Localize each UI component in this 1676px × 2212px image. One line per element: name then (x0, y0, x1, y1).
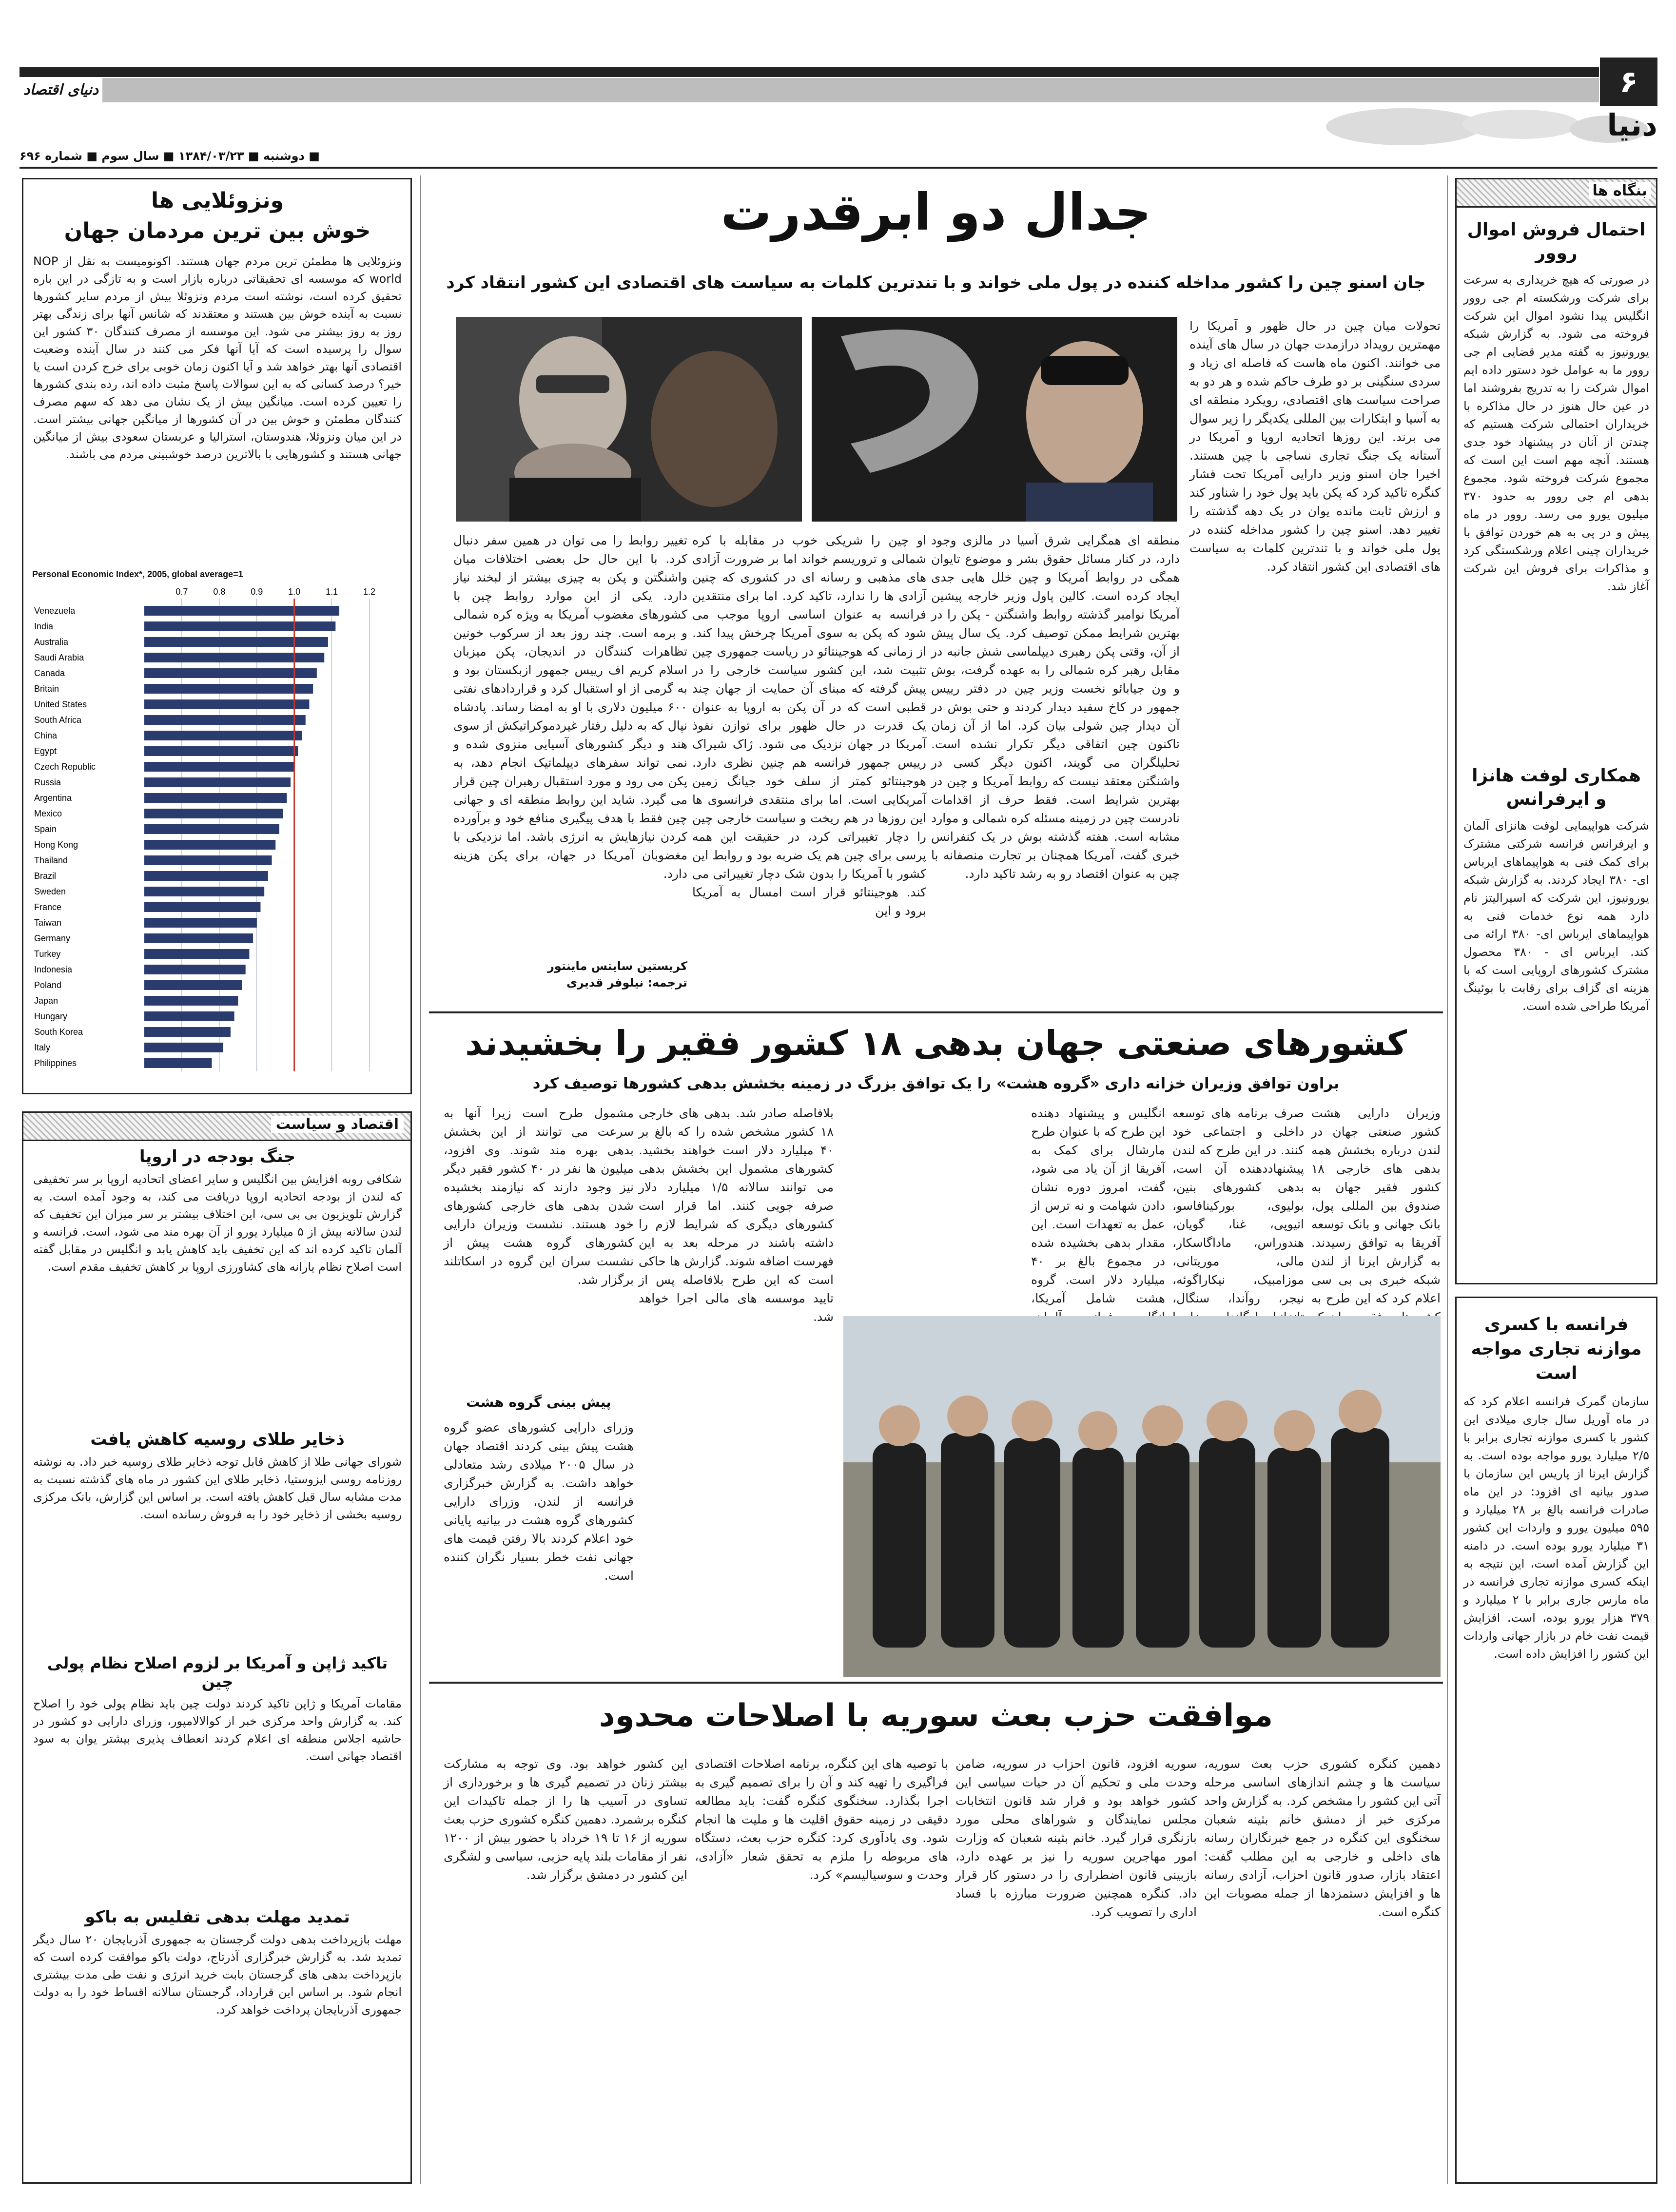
brief-4-body: مهلت بازپرداخت بدهی دولت گرجستان به جمهوری آذربایجان ۲۰ سال دیگر تمدید شد. به گزارش خبرگزاری آذرتاج، دولت باکو موافقت کرده است که بازپرداخت بدهی های گرجستان بابت خرید انرژی و نفت طی مدت بیشتری انجام شود. بر اساس این قرارداد، گرجستان سالانه اقساط خود را به دولت جمهوری آذربایجان پرداخت خواهد کرد. (33, 1933, 402, 2017)
g8-leaders-photo-art (843, 1316, 1441, 1677)
france-item (1463, 1313, 1649, 2175)
chart-bar (144, 887, 264, 896)
chart-tick-label: 0.9 (251, 587, 263, 597)
france-item-title: فرانسه با کسری موازنه تجاری مواجه است (1471, 1315, 1642, 1383)
divider-left-sidebar (420, 175, 421, 2184)
divider-right-sidebar (1447, 175, 1448, 2184)
chart-bar (144, 699, 309, 709)
chart-category-label: Spain (34, 824, 57, 834)
article1-subtitle: جان اسنو چین را کشور مداخله کننده در پول ملی خواند و با تندترین کلمات به سیاست های اقتصادی این کشور انتقاد کرد (446, 273, 1426, 292)
business-item-2 (1463, 764, 1649, 1276)
chart-tick-label: 1.0 (288, 587, 301, 597)
chart-area (32, 569, 403, 1086)
chart-bar (144, 809, 283, 818)
chart-category-label: Canada (34, 668, 65, 678)
chart-bar (144, 762, 294, 772)
chart-bar (144, 980, 242, 990)
venezuela-box (22, 178, 412, 1094)
greenspan-photo (456, 317, 802, 522)
chart-tick-label: 1.1 (326, 587, 338, 597)
chart-category-label: Hungary (34, 1011, 68, 1021)
business-header: بنگاه ها (1589, 182, 1651, 199)
chart-bar (144, 1043, 223, 1052)
article1-byline-author: کریستین سایتس ماینتور (547, 959, 687, 973)
g8-leaders-photo (843, 1316, 1441, 1677)
article1-col-4: تغییر روابط را می توان در همین سفر دنبال کرد. با این حال حل بعضی اختلافات میان واشنگتن و پکن به چیزی بیشتر از لبخند نیاز دارد. یکی از این موارد روابط چین با کشورهای مغضوب آمریکا به ویژه کره شمالی و برمه است. چند روز بعد از سرکوب خونین تظاهرات کنندگان در اندیجان، پکن میزبان اسلام کریم اف رییس جمهور ازبکستان بود و به گرمی از او استقبال کرد و قراردادهای نفتی ۶۰۰ میلیون دلاری با او به امضا رساند. پادشاه نپال که به دلیل رفتار غیردموکراتیکش از سوی هند و دیگر کشورهای آسیایی منزوی شده و نمی تواند سفرهای دیپلماتیک انجام دهد، به پکن می رود و مورد استقبال رهبران چین قرار می گیرد. شاید این روابط منطقه ای و جهانی چین فقط با هدف پیگیری منافع خود و برآورده کردن نیازهایش به انرژی باشد. اما نزدیکی با مغضوبان آمریکا در جهان، برای پکن هزینه دارد. (453, 533, 687, 881)
brief-1 (33, 1147, 402, 1420)
chart-bar (144, 746, 298, 756)
top-rule (19, 67, 1599, 77)
chart-bar (144, 668, 317, 678)
section-title-text: دنیا (1607, 107, 1657, 143)
chart-bar (144, 1011, 234, 1021)
article2-bottom-rule (429, 1682, 1443, 1684)
chart-bar (144, 840, 275, 850)
brief-3-title: تاکید ژاپن و آمریکا بر لزوم اصلاح نظام پولی چین (47, 1654, 388, 1691)
article2-col-3: انگلیس و پیشنهاد دهنده این طرح که با عنوان طرح مارشال برای کمک به آفریقا از آن یاد می شود، گفت، امروز دوره نشان دادن شهامت و نه ترس از عمل به تعهدات است. این مقدار بدهی بخشیده شده در مجموع بالغ بر ۴۰ میلیارد دلار است. گروه هشت شامل آمریکا، (1031, 1106, 1165, 1305)
article2-col-4: بلافاصله صادر شد. بدهی های خارجی ۱۸ کشور مشخص شده را که بالغ بر ۴۰ میلیارد دلار است خواهند بخشید. کشورهای مشمول این بخشش بدهی می توانند سالانه ۱/۵ میلیارد دلار صرفه جویی کنند. اما قرار است کشورهای دیگری که شرایط لازم را داشته باشند در مرحله بعد به این فهرست اضافه شوند. گزارش ها حاکی است که این طرح بلافاصله پس از تایید موسسه های مالی اجرا خواهد شد. (639, 1106, 834, 1324)
business-box (1455, 178, 1657, 1284)
chart-category-label: Venezuela (34, 606, 76, 616)
logo-text: دنیای اقتصاد (23, 81, 99, 98)
chart-bar (144, 933, 253, 943)
chart-bar (144, 715, 306, 725)
top-rule-light (102, 78, 1599, 102)
venezuela-title: خوش بین ترین مردمان جهان (64, 218, 371, 243)
chart-title: Personal Economic Index*, 2005, global average=1 (32, 569, 243, 579)
article1-lead: تحولات میان چین در حال ظهور و آمریکا را مهمترین رویداد درازمدت جهان در سال های آینده می خوانند. اکنون ماه هاست که فاصله ای زیاد و سردی سنگینی بر دو طرف حاکم شده و هر دو به صراحت سیاست های اقتصادی، رویکرد منطقه ای به آسیا و ابتکارات بین المللی یکدیگر را زیر سوال می برند. این روزها اتحادیه اروپا و آمریکا در آستانه یک جنگ تجاری نساجی با چین هستند. اخیرا جان اسنو وزیر دارایی آمریکا تحت فشار کنگره تاکید کرد که پکن باید پول خود را شناور کند و ارزش ثابت مانده یوان در یک دهه گذشته را تغییر دهد. اسنو چین را کشور مداخله کننده در پول ملی خواند و با تندترین کلمات به سیاست های اقتصادی این کشور انتقاد کرد. (1189, 319, 1441, 574)
dateline-text: ■ دوشنبه ■ ۱۳۸۴/۰۳/۲۳ ■ سال سوم ■ شماره ۶۹۶ (19, 149, 320, 163)
chart-category-label: Taiwan (34, 918, 62, 928)
chart-category-label: Germany (34, 933, 71, 943)
brief-4-title: تمدید مهلت بدهی تفلیس به باکو (85, 1907, 350, 1927)
chart-tick-label: 0.7 (175, 587, 188, 597)
chart-bar (144, 637, 328, 647)
news-briefs-header-bar (23, 1113, 410, 1141)
article3-title: موافقت حزب بعث سوریه با اصلاحات محدود (599, 1698, 1273, 1734)
chart-category-label: Japan (34, 996, 58, 1006)
chart-category-label: United States (34, 699, 87, 709)
brief-4 (33, 1907, 402, 2175)
chart-bar (144, 855, 272, 865)
business-item-1-title: احتمال فروش اموال روور (1467, 220, 1646, 263)
chart-bar (144, 777, 291, 787)
chart-category-label: South Korea (34, 1027, 83, 1037)
chart-category-label: Brazil (34, 871, 57, 881)
chart-category-label: Thailand (34, 855, 68, 865)
page-number-box (1600, 58, 1657, 106)
china-official-photo (812, 317, 1177, 522)
chart-bar (144, 824, 279, 834)
chart-bar (144, 684, 313, 694)
news-briefs-header: اقتصاد و سیاست (271, 1116, 404, 1133)
chart-bar (144, 965, 246, 974)
news-briefs-box (22, 1111, 412, 2184)
brief-1-body: شکافی روبه افزایش بین انگلیس و سایر اعضای اتحادیه اروپا بر سر تخفیفی که لندن از بودجه اتحادیه اروپا دریافت می کند، به وجود آمده است. به گزارش تلویزیون بی بی سی، این اختلاف بیشتر بر سر میزان این تخفیف که لندن سالانه بیش از ۵ میلیارد یورو از آن بهره مند می شود، است. فرانسه و آلمان تاکید کرده اند که این تخفیف باید کاهش یابد و انگلیس در مقابل گفته است اصلاح نظام یارانه های کشاورزی اروپا بر کاهش تخفیف مقدم است. (33, 1172, 402, 1274)
chart-tick-label: 1.2 (363, 587, 376, 597)
chart-category-label: Philippines (34, 1058, 77, 1068)
venezuela-body: ونزوئلایی ها مطمئن ترین مردم جهان هستند. اکونومیست به نقل از NOP world که موسسه ای تحقیقاتی درباره بازار است و به تازگی در این باره تحقیق کرده است، نوشته است مردم ونزوئلا بیش از مردم سایر کشورها نسبت به آینده خوش بین هستند و معتقدند که شانس آنها برای زندگی بهتر روز به روز بیشتر می شود. این موسسه از مصرف کنندگان ۳۰ کشور این سوال را پرسیده است که آیا آنها فکر می کنند در سال آینده وضعیت اقتصادی آنها بهتر خواهد شد و آیا اکنون زمان خوبی برای خرج کردن است یا خیر؟ درصد کسانی که به این سوالات پاسخ مثبت داده اند، رده بندی کشورها را تعیین کرده است. میانگین بیش از یک نشان می دهد که سهم مصرف کنندگان مطمئن و خوش بین در آن کشورها از میانگین جهانی بیشتر است. در این میان ونزوئلا، هندوستان، استرالیا و عربستان سعودی بیش از میانگین جهانی هستند و کشورهایی با بالاترین درصد خوشبینی مردم می باشند. (33, 254, 402, 461)
chart-bar (144, 902, 260, 912)
brief-2-body: شورای جهانی طلا از کاهش قابل توجه ذخایر طلای روسیه خبر داد. به نوشته روزنامه روسی ایزوستیا، ذخایر طلای این کشور در ماه های گذشته نسبت به مدت مشابه سال قبل کاهش یافته است. بر اساس این گزارش، بانک مرکزی روسیه بخشی از ذخایر خود را به فروش رسانده است. (33, 1455, 402, 1521)
article1-byline-translator: ترجمه: نیلوفر قدیری (566, 976, 687, 990)
article3-col-3: با توصیه های این کنگره، برنامه اصلاحات اقتصادی فراگیری را تهیه کند و آن را برای تصمیم گیری به اجرا بگذارد. سخنگوی کنگره گفت: باید مطالعه دقیقی در زمینه حقوق اقلیت ها و ملیت ها انجام شود. وی یادآوری کرد: کنگره حزب بعث، دستگاه های مربوطه را ملزم به تحقق شعار «آزادی، وحدت و سوسیالیسم» کرد. (695, 1757, 948, 1882)
chart-category-label: France (34, 902, 62, 912)
article1-col-3: او چین را شریکی خوب در مقابله با کره شمالی و تروریسم خواند اما بر ضرورت آزادی های مذهبی و رسانه ای در کشوری که چنین آزادی ها را ندارد، تاکید کرد. اما برای منتقدین فرانسه به عنوان اساسی اروپا موجب می شود که پکن به سوی آمریکا چرخش پیدا کند. از زمانی که هوجینتائو در ریاست جمهوری چین تثبیت شد، این کشور سیاست خارجی را در پیش گرفته که مبنای آن حمایت از جهان چند قطبی است که در آن پکن به اروپا به عنوان یک قدرت در حال ظهور برای توازن نفوذ آمریکا در جهان نزدیک می شود. ژاک شیراک رییس جمهور فرانسه هم چنین نظری دارد. هوجینتائو کمتر از سلف خود جیانگ زمین آمریکایی است. اما برای منتقدی فرانسوی ها این روزها در هم ریخت و سیاست خارجی چین را دچار تغییراتی کرد، در حقیقت این همه پرسی برای چین هم یک ضربه بود و روابط این کشور با آمریکا را بدون شک دچار تغییراتی می کند. هوجینتائو قرار است امسال به آمریکا برود و این (692, 533, 926, 918)
article1-bottom-rule (429, 1011, 1443, 1013)
business-item-1-body: در صورتی که هیچ خریداری به سرعت برای شرکت ورشکسته ام جی روور انگلیس پیدا نشود اموال این شرکت فروخته می شود. به گزارش شبکه یورونیوز به گفته مدیر قضایی ام جی روور ما به عوامل خود دستور داده ایم اموال شرکت را به تدریج بفروشند اما در عین حال هنوز در حال مذاکره با خریداران احتمالی شرکت هستیم که چندتن از آنان در پیشنهاد خود جدی هستند. آنچه مهم است این است که مجموع شرکت فروخته شود. مجموع بدهی ام جی روور به حدود ۳۷۰ میلیون یورو می رسد. روور در ماه پیش و در پی به هم خوردن توافق با خریداران چینی اعلام ورشکستگی کرد و مذاکرات برای فروش این شرکت آغاز شد. (1463, 273, 1649, 593)
article2-col-2: صرف برنامه های توسعه داخلی و اجتماعی خود کنند. در این طرح که لندن پیشنهاددهنده آن است، بدهی کشورهای بنین، بولیوی، بورکینافاسو، اتیوپی، غنا، گویان، هندوراس، ماداگاسکار، مالی، موریتانی، موزامبیک، نیکاراگوئه، نیجر، روآندا، سنگال، (1172, 1106, 1304, 1305)
article3-col-2: سوریه افزود، قانون احزاب در سوریه، ضامن وحدت ملی و تحکیم آن در حیات سیاسی این کشور خواهد بود و قرار شد قانون انتخابات مجلس نمایندگان و شوراهای محلی مورد بازنگری قرار گیرد. خانم بثینه شعبان که وزارت امور مهاجرین سوریه را نیز بر عهده دارد، بازبینی قانون اضطراری را در دستور کار قرار داد. کنگره همچنین ضرورت مبارزه با فساد اداری را تصویب کرد. (955, 1757, 1197, 1919)
chart-category-label: Czech Republic (34, 762, 96, 772)
chart-category-label: Australia (34, 637, 69, 647)
article2-col-end: وزرای دارایی کشورهای عضو گروه هشت پیش بینی کردند اقتصاد جهان در سال ۲۰۰۵ میلادی رشد متعادلی خواهد داشت. به گزارش خبرگزاری فرانسه از لندن، وزرای دارایی کشورهای گروه هشت در بیانیه پایانی خود اعلام کردند بالا رفتن قیمت های جهانی نفت خطر بسیار نگران کننده است. (444, 1420, 634, 1583)
greenspan-photo-art (456, 317, 802, 522)
article2-title: کشورهای صنعتی جهان بدهی ۱۸ کشور فقیر را بخشیدند (465, 1023, 1407, 1063)
chart-category-label: Russia (34, 777, 61, 787)
chart-category-label: India (34, 621, 54, 631)
brief-3-body: مقامات آمریکا و ژاپن تاکید کردند دولت چین باید نظام پولی خود را اصلاح کند. به گزارش واحد مرکزی خبر از کوالالامپور، وزرای دارایی دو کشور در حاشیه اجلاس منطقه ای اعلام کردند انعطاف پذیری بیشتر یوان به سود اقتصاد جهانی است. (33, 1697, 402, 1763)
chart-bar (144, 871, 268, 881)
chart-category-label: Poland (34, 980, 62, 990)
chart-bar (144, 996, 238, 1006)
chart-tick-label: 0.8 (213, 587, 226, 597)
brief-2 (33, 1430, 402, 1644)
article3-col-1: دهمین کنگره کشوری حزب بعث سوریه، سیاست ها و چشم اندازهای اساسی مرحله آتی این کشور را مشخص کرد. به گزارش واحد مرکزی خبر از دمشق خانم بثینه شعبان سخنگوی این کنگره در جمع خبرنگاران رسانه های داخلی و خارجی به این مطلب گفت: اعتقاد بازار، صدور قانون احزاب، آزادی رسانه ها و افزایش دستمزدها از جمله مصوبات این کنگره است. (1204, 1757, 1441, 1919)
chart-category-label: Hong Kong (34, 840, 78, 850)
article2-col-5: مشمول طرح است زیرا آنها به سرعت می توانند از این بخشش بدهی بهره مند شوند. وی افزود، میلیون ها نفر در ۴۰ کشور فقیر دیگر نیز وجود دارند که نیازمند بخشیده شدن بدهی های خارجی کشورهای خود هستند. نشست وزیران دارایی کشورهای گروه هشت پیش از نشست سران این گروه در اسکاتلند برگزار شد. (444, 1106, 634, 1287)
chart-category-label: Indonesia (34, 965, 73, 974)
business-item-2-body: شرکت هواپیمایی لوفت هانزای آلمان و ایرفرانس فرانسه شرکتی مشترک برای کمک فنی به هواپیماهای ایرباس ای- ۳۸۰ ایجاد کردند. به گزارش شبکه یورونیوز، این شرکت که اسپرالیتز نام دارد همه نوع خدمات فنی به هواپیماهای ایرباس ای- ۳۸۰ ارائه می کند. ایرباس ای - ۳۸۰ محصول مشترک کشورهای اروپایی است که با هزینه ای گزاف برای رقابت با بوئینگ آمریکا طراحی شده است. (1463, 819, 1650, 1013)
chart-bar (144, 621, 335, 631)
article2-col-1: وزیران دارایی هشت کشور صنعتی جهان در لندن درباره بخشش همه بدهی های خارجی ۱۸ کشور فقیر جهان به صندوق بین المللی پول، بانک جهانی و بانک توسعه آفریقا به توافق رسیدند. به گزارش ایرنا از لندن شبکه خبری بی بی سی اعلام کرد که این طرح به (1311, 1106, 1441, 1305)
chart-bar (144, 653, 324, 662)
france-box (1455, 1297, 1657, 2184)
venezuela-kicker: ونزوئلایی ها (151, 188, 284, 213)
chart-bar (144, 918, 257, 928)
article3-col-4: این کشور خواهد بود. وی توجه به مشارکت بیشتر زنان در تصمیم گیری ها و برخورداری از تساوی در آسیب ها را از جمله تاکیدات این کنگره برشمرد. دهمین کنگره کشوری حزب بعث سوریه از ۱۶ تا ۱۹ خرداد با حضور بیش از ۱۲۰۰ نفر از مقامات بلند پایه حزبی، سیاسی و لشگری این کشور در دمشق برگزار شد. (444, 1757, 688, 1882)
chart-category-label: Turkey (34, 949, 61, 959)
chart-category-label: Sweden (34, 887, 66, 896)
masthead-logo (19, 78, 102, 102)
page-number: ۶ (1619, 64, 1638, 99)
brief-3 (33, 1654, 402, 1898)
chart-bar (144, 606, 339, 616)
article2-subtitle: براون توافق وزیران خزانه داری «گروه هشت» را یک توافق بزرگ در زمینه بخشش بدهی کشورها توصیف کرد (532, 1075, 1340, 1092)
article2-subhead: پیش بینی گروه هشت (466, 1394, 611, 1410)
section-title (1511, 107, 1657, 146)
chart-category-label: Italy (34, 1043, 51, 1052)
chart-category-label: China (34, 731, 58, 740)
china-official-photo-art (812, 317, 1177, 522)
chart-bar (144, 1058, 212, 1068)
chart-category-label: South Africa (34, 715, 82, 725)
article1-byline (453, 958, 687, 991)
dateline (19, 146, 653, 166)
chart-category-label: Argentina (34, 793, 72, 803)
article1-col-2: منطقه ای همگرایی شرق آسیا در مالزی وجود دارد، در کنار مسائل حقوق بشر و موضوع تایوان همگی در روابط آمریکا و چین خلل هایی جدی ایجاد کرده است. کالین پاول وزیر خارجه پیشین آمریکا نوامبر گذشته روابط واشنگتن - پکن را در بهترین شرایط ممکن توصیف کرد. یک سال پیش از آن، وقتی پکن رهبری دیپلماسی شش جانبه در مقابل رهبر کره شمالی را به عهده گرفت، بوش و ون جیابائو نخست وزیر چین در دفتر رییس جمهور در کاخ سفید دیدار کردند و حتی بوش در آن دیدار چین شولی بیان کرد. اما از آن زمان تاکنون چین اتفاقی دیگر تکرار نشده است. تحلیلگران می گویند، اکنون دیگر کسی در واشنگتن معتقد نیست که روابط آمریکا و چین در بهترین شرایط است. فقط حرف از اقدامات نادرست چین در زمینه مسئله کره شمالی و موارد مشابه است. هفته گذشته بوش در یک کنفرانس خبری گفت، آمریکا همچنان بر تجارت منصفانه با چین به عنوان اقتصاد رو به رشد تاکید دارد. (931, 533, 1180, 881)
chart-bar (144, 949, 249, 959)
brief-1-title: جنگ بودجه در اروپا (139, 1147, 296, 1166)
chart-bar (144, 731, 302, 740)
chart-bar (144, 1027, 231, 1037)
france-item-body: سازمان گمرک فرانسه اعلام کرد که در ماه آوریل سال جاری میلادی این کشور با کسری موازنه تجاری برابر با ۲/۵ میلیارد یورو مواجه بوده است. به گزارش ایرنا از پاریس این سازمان با صدور بیانیه ای افزود: در این ماه صادرات فرانسه بالغ بر ۲۸ میلیارد و ۵۹۵ میلیون یورو و واردات این کشور ۳۱ میلیارد یورو بوده است. در دامنه این گزارش آمده است، این نتیجه به اینکه کسری موازنه تجاری فرانسه در ماه مارس جاری برابر با ۲ میلیارد و ۳۷۹ هزار یورو بوده، است. افزایش قیمت نفت خام در بازار جهانی واردات این کشور را افزایش داده است. (1463, 1395, 1649, 1661)
business-item-2-title: همکاری لوفت هانزا و ایرفرانس (1472, 766, 1641, 809)
chart-bar (144, 793, 287, 803)
chart-category-label: Saudi Arabia (34, 653, 84, 662)
masthead-underline (19, 167, 1657, 169)
brief-2-title: ذخایر طلای روسیه کاهش یافت (90, 1430, 345, 1449)
chart-svg (32, 584, 403, 1086)
business-header-bar (1457, 179, 1656, 208)
article1-title: جدال دو ابرقدرت (721, 182, 1151, 242)
chart-category-label: Mexico (34, 809, 62, 818)
chart-category-label: Britain (34, 684, 59, 694)
business-item-1 (1463, 218, 1649, 755)
chart-category-label: Egypt (34, 746, 57, 756)
